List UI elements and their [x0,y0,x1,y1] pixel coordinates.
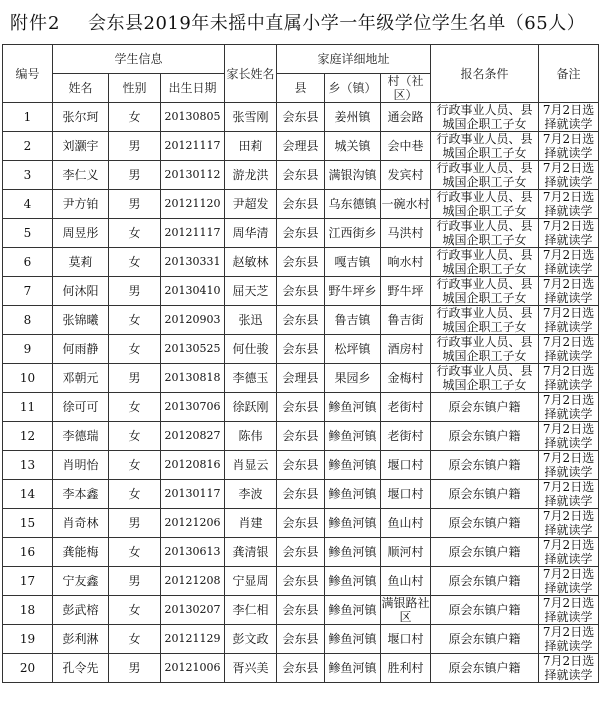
cell-name: 邓朝元 [53,364,109,393]
cell-parent: 李仁相 [225,596,277,625]
header-student-info: 学生信息 [53,45,225,74]
cell-village: 鲁吉街 [381,306,431,335]
cell-town: 乌东德镇 [325,190,381,219]
cell-town: 满银沟镇 [325,161,381,190]
cell-county: 会东县 [277,422,325,451]
cell-town: 鲹鱼河镇 [325,480,381,509]
cell-county: 会东县 [277,277,325,306]
cell-note: 7月2日选择就读学 [539,596,599,625]
cell-no: 14 [3,480,53,509]
cell-parent: 何仕骏 [225,335,277,364]
table-row [3,132,599,161]
cell-note: 7月2日选择就读学 [539,306,599,335]
cell-name: 何沐阳 [53,277,109,306]
cell-name: 肖明怡 [53,451,109,480]
cell-birth: 20130613 [161,538,225,567]
cell-parent: 周华清 [225,219,277,248]
cell-town: 果园乡 [325,364,381,393]
cell-note: 7月2日选择就读学 [539,422,599,451]
cell-no: 9 [3,335,53,364]
cell-condition: 行政事业人员、县城国企职工子女 [431,335,539,364]
table-row [3,654,599,683]
cell-county: 会东县 [277,567,325,596]
cell-county: 会东县 [277,654,325,683]
cell-village: 老街村 [381,422,431,451]
cell-name: 周昱彤 [53,219,109,248]
cell-note: 7月2日选择就读学 [539,538,599,567]
cell-birth: 20130818 [161,364,225,393]
cell-condition: 原会东镇户籍 [431,596,539,625]
cell-parent: 龚清银 [225,538,277,567]
cell-gender: 男 [109,364,161,393]
cell-county: 会东县 [277,393,325,422]
cell-name: 宁友鑫 [53,567,109,596]
cell-gender: 女 [109,538,161,567]
table-row [3,190,599,219]
cell-county: 会理县 [277,132,325,161]
cell-note: 7月2日选择就读学 [539,161,599,190]
header-town: 乡（镇） [325,74,381,103]
cell-no: 19 [3,625,53,654]
cell-county: 会东县 [277,190,325,219]
cell-note: 7月2日选择就读学 [539,132,599,161]
cell-no: 2 [3,132,53,161]
cell-parent: 肖建 [225,509,277,538]
cell-county: 会东县 [277,161,325,190]
cell-condition: 行政事业人员、县城国企职工子女 [431,364,539,393]
table-row [3,306,599,335]
cell-birth: 20130525 [161,335,225,364]
cell-village: 堰口村 [381,625,431,654]
cell-village: 金梅村 [381,364,431,393]
cell-name: 徐可可 [53,393,109,422]
cell-gender: 男 [109,509,161,538]
header-county: 县 [277,74,325,103]
cell-town: 鲹鱼河镇 [325,509,381,538]
cell-birth: 20121120 [161,190,225,219]
cell-birth: 20130331 [161,248,225,277]
cell-no: 8 [3,306,53,335]
cell-parent: 胥兴美 [225,654,277,683]
cell-town: 鲹鱼河镇 [325,451,381,480]
cell-town: 城关镇 [325,132,381,161]
cell-no: 12 [3,422,53,451]
cell-village: 胜利村 [381,654,431,683]
cell-name: 肖奇林 [53,509,109,538]
cell-note: 7月2日选择就读学 [539,567,599,596]
table-row [3,103,599,132]
cell-no: 1 [3,103,53,132]
cell-county: 会东县 [277,306,325,335]
cell-gender: 女 [109,422,161,451]
cell-town: 嘎吉镇 [325,248,381,277]
cell-village: 堰口村 [381,451,431,480]
cell-town: 鲹鱼河镇 [325,654,381,683]
cell-birth: 20120827 [161,422,225,451]
cell-condition: 行政事业人员、县城国企职工子女 [431,219,539,248]
header-condition: 报名条件 [431,45,539,103]
cell-no: 7 [3,277,53,306]
cell-parent: 张雪刚 [225,103,277,132]
cell-name: 李本鑫 [53,480,109,509]
table-row [3,538,599,567]
cell-birth: 20121117 [161,132,225,161]
cell-name: 李德瑞 [53,422,109,451]
cell-county: 会东县 [277,248,325,277]
cell-note: 7月2日选择就读学 [539,277,599,306]
cell-condition: 原会东镇户籍 [431,393,539,422]
cell-condition: 原会东镇户籍 [431,538,539,567]
cell-no: 11 [3,393,53,422]
table-row [3,567,599,596]
cell-county: 会东县 [277,509,325,538]
title-bar [0,0,600,44]
cell-village: 野牛坪 [381,277,431,306]
header-note: 备注 [539,45,599,103]
cell-gender: 女 [109,306,161,335]
cell-condition: 原会东镇户籍 [431,480,539,509]
cell-town: 松坪镇 [325,335,381,364]
cell-birth: 20121117 [161,219,225,248]
cell-village: 发宾村 [381,161,431,190]
cell-village: 鱼山村 [381,509,431,538]
cell-note: 7月2日选择就读学 [539,509,599,538]
table-row [3,509,599,538]
cell-gender: 女 [109,335,161,364]
cell-no: 4 [3,190,53,219]
cell-parent: 尹超发 [225,190,277,219]
table-row [3,422,599,451]
cell-village: 通会路 [381,103,431,132]
cell-birth: 20120816 [161,451,225,480]
cell-condition: 原会东镇户籍 [431,509,539,538]
cell-gender: 女 [109,248,161,277]
table-row [3,596,599,625]
table-row [3,219,599,248]
cell-county: 会东县 [277,335,325,364]
cell-parent: 李德玉 [225,364,277,393]
cell-birth: 20121206 [161,509,225,538]
cell-note: 7月2日选择就读学 [539,364,599,393]
cell-note: 7月2日选择就读学 [539,393,599,422]
cell-no: 5 [3,219,53,248]
cell-county: 会东县 [277,480,325,509]
cell-condition: 行政事业人员、县城国企职工子女 [431,248,539,277]
cell-condition: 原会东镇户籍 [431,567,539,596]
cell-village: 顺河村 [381,538,431,567]
cell-gender: 女 [109,480,161,509]
cell-condition: 行政事业人员、县城国企职工子女 [431,277,539,306]
cell-no: 20 [3,654,53,683]
header-no: 编号 [3,45,53,103]
cell-name: 孔令先 [53,654,109,683]
cell-note: 7月2日选择就读学 [539,335,599,364]
cell-parent: 屈天芝 [225,277,277,306]
cell-condition: 行政事业人员、县城国企职工子女 [431,161,539,190]
page-title: 会东县2019年未摇中直属小学一年级学位学生名单（65人） [88,13,586,34]
cell-name: 龚能梅 [53,538,109,567]
cell-town: 鲹鱼河镇 [325,393,381,422]
cell-birth: 20121208 [161,567,225,596]
cell-gender: 女 [109,451,161,480]
cell-gender: 女 [109,596,161,625]
cell-name: 尹方铂 [53,190,109,219]
table-row [3,480,599,509]
cell-name: 彭利淋 [53,625,109,654]
cell-gender: 女 [109,219,161,248]
cell-condition: 行政事业人员、县城国企职工子女 [431,103,539,132]
cell-condition: 原会东镇户籍 [431,625,539,654]
cell-county: 会理县 [277,364,325,393]
table-row [3,335,599,364]
cell-gender: 男 [109,190,161,219]
cell-birth: 20130117 [161,480,225,509]
table-row [3,277,599,306]
header-village: 村（社区） [381,74,431,103]
cell-no: 17 [3,567,53,596]
cell-note: 7月2日选择就读学 [539,654,599,683]
cell-gender: 男 [109,567,161,596]
cell-gender: 男 [109,277,161,306]
table-row [3,248,599,277]
student-table [2,44,599,683]
cell-gender: 男 [109,654,161,683]
cell-village: 酒房村 [381,335,431,364]
cell-village: 老街村 [381,393,431,422]
cell-condition: 原会东镇户籍 [431,654,539,683]
cell-parent: 宁显周 [225,567,277,596]
header-name: 姓名 [53,74,109,103]
cell-note: 7月2日选择就读学 [539,190,599,219]
cell-no: 16 [3,538,53,567]
cell-gender: 女 [109,103,161,132]
table-row [3,451,599,480]
cell-village: 马洪村 [381,219,431,248]
cell-note: 7月2日选择就读学 [539,219,599,248]
cell-parent: 徐跃刚 [225,393,277,422]
cell-village: 会中巷 [381,132,431,161]
table-row [3,393,599,422]
cell-village: 满银路社区 [381,596,430,624]
cell-no: 10 [3,364,53,393]
cell-name: 莫莉 [53,248,109,277]
cell-parent: 肖显云 [225,451,277,480]
cell-parent: 赵敏林 [225,248,277,277]
cell-village: 一碗水村 [381,190,431,219]
cell-town: 鲹鱼河镇 [325,567,381,596]
cell-village: 响水村 [381,248,431,277]
cell-town: 江西街乡 [325,219,381,248]
cell-parent: 张迅 [225,306,277,335]
cell-note: 7月2日选择就读学 [539,103,599,132]
cell-note: 7月2日选择就读学 [539,480,599,509]
cell-name: 张锦曦 [53,306,109,335]
cell-name: 彭武榕 [53,596,109,625]
cell-county: 会东县 [277,596,325,625]
table-row [3,364,599,393]
cell-birth: 20130112 [161,161,225,190]
cell-birth: 20121129 [161,625,225,654]
cell-name: 张尔珂 [53,103,109,132]
cell-note: 7月2日选择就读学 [539,625,599,654]
header-parent: 家长姓名 [225,45,277,103]
cell-no: 18 [3,596,53,625]
cell-condition: 行政事业人员、县城国企职工子女 [431,132,539,161]
cell-birth: 20130207 [161,596,225,625]
cell-condition: 原会东镇户籍 [431,451,539,480]
cell-gender: 男 [109,161,161,190]
cell-town: 姜州镇 [325,103,381,132]
header-birth: 出生日期 [161,74,225,103]
cell-note: 7月2日选择就读学 [539,248,599,277]
cell-birth: 20121006 [161,654,225,683]
cell-town: 鲹鱼河镇 [325,538,381,567]
table-row [3,161,599,190]
cell-county: 会东县 [277,103,325,132]
cell-town: 鲹鱼河镇 [325,596,381,625]
cell-birth: 20130410 [161,277,225,306]
cell-parent: 田莉 [225,132,277,161]
cell-no: 3 [3,161,53,190]
cell-county: 会东县 [277,625,325,654]
header-address: 家庭详细地址 [277,45,431,74]
cell-village: 堰口村 [381,480,431,509]
cell-gender: 女 [109,625,161,654]
cell-no: 6 [3,248,53,277]
cell-no: 13 [3,451,53,480]
cell-birth: 20120903 [161,306,225,335]
cell-parent: 李波 [225,480,277,509]
cell-birth: 20130706 [161,393,225,422]
cell-town: 鲁吉镇 [325,306,381,335]
cell-condition: 行政事业人员、县城国企职工子女 [431,306,539,335]
cell-county: 会东县 [277,451,325,480]
cell-town: 野牛坪乡 [325,277,381,306]
cell-town: 鲹鱼河镇 [325,422,381,451]
cell-gender: 男 [109,132,161,161]
attachment-label: 附件2 [10,13,61,34]
cell-name: 刘灏宇 [53,132,109,161]
cell-condition: 原会东镇户籍 [431,422,539,451]
cell-name: 李仁义 [53,161,109,190]
cell-note: 7月2日选择就读学 [539,451,599,480]
cell-no: 15 [3,509,53,538]
cell-name: 何雨静 [53,335,109,364]
cell-parent: 陈伟 [225,422,277,451]
cell-village: 鱼山村 [381,567,431,596]
cell-condition: 行政事业人员、县城国企职工子女 [431,190,539,219]
cell-parent: 游龙洪 [225,161,277,190]
cell-county: 会东县 [277,219,325,248]
cell-county: 会东县 [277,538,325,567]
cell-birth: 20130805 [161,103,225,132]
header-gender: 性别 [109,74,161,103]
cell-town: 鲹鱼河镇 [325,625,381,654]
table-row [3,625,599,654]
cell-gender: 女 [109,393,161,422]
cell-parent: 彭文政 [225,625,277,654]
